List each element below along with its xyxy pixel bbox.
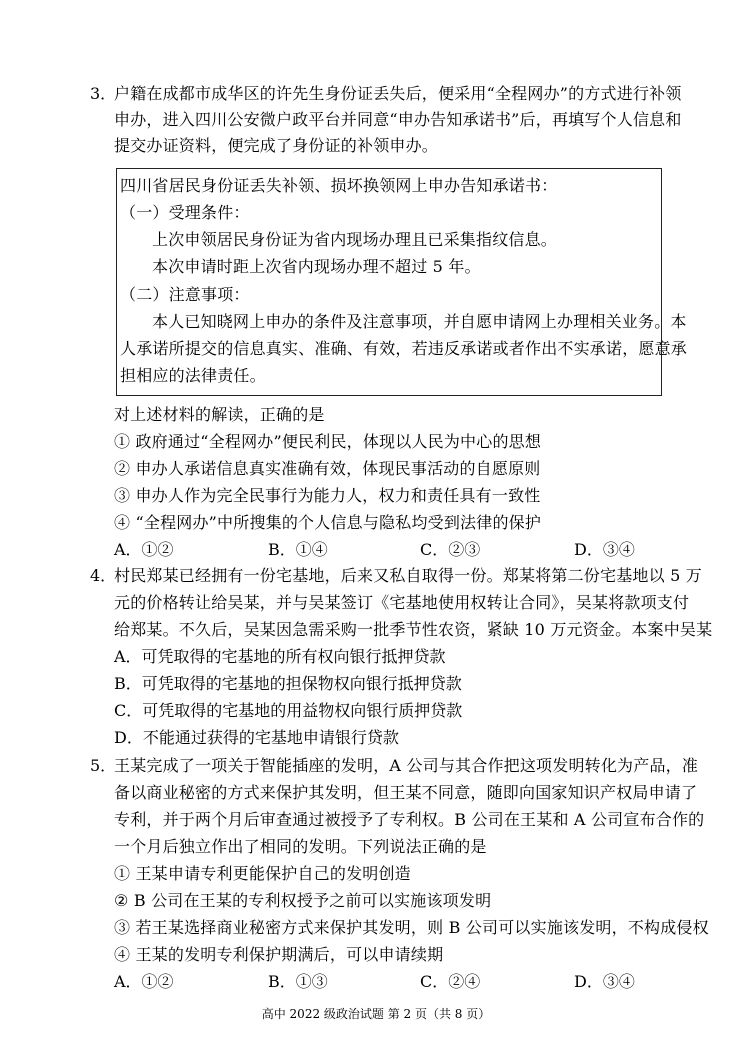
question-5-stem-line-4: 一个月后独立作出了相同的发明。下列说法正确的是 [114, 837, 487, 856]
question-5-option-c[interactable]: C．②④ [420, 972, 481, 991]
promise-letter-note-line-3: 担相应的法律责任。 [120, 366, 266, 385]
promise-letter-title: 四川省居民身份证丢失补领、损坏换领网上申办告知承诺书： [120, 176, 558, 195]
question-5-stem-line-2: 备以商业秘密的方式来保护其发明，但王某不同意，随即向国家知识产权局申请了 [114, 783, 698, 802]
question-5-item-4: ④ 王某的发明专利保护期满后，可以申请续期 [114, 945, 444, 964]
question-3-item-2: ② 申办人承诺信息真实准确有效，体现民事活动的自愿原则 [114, 459, 541, 478]
question-3-item-3: ③ 申办人作为完全民事行为能力人，权力和责任具有一致性 [114, 486, 541, 505]
promise-letter-note-line-1: 本人已知晓网上申办的条件及注意事项，并自愿申请网上办理相关业务。本 [152, 312, 687, 331]
question-4-stem-line-2: 元的价格转让给吴某，并与吴某签订《宅基地使用权转让合同》，吴某将款项支付 [114, 593, 690, 612]
question-3-stem-line-3: 提交办证资料，便完成了身份证的补领申办。 [114, 136, 439, 155]
question-3-option-a[interactable]: A．①② [114, 540, 174, 559]
promise-letter-condition-2: 本次申请时距上次省内现场办理不超过 5 年。 [152, 257, 481, 276]
question-3-item-1: ① 政府通过“全程网办”便民利民，体现以人民为中心的思想 [114, 432, 542, 451]
question-4-stem-line-1: 村民郑某已经拥有一份宅基地，后来又私自取得一份。郑某将第二份宅基地以 5 万 [114, 566, 702, 585]
question-5-stem-line-3: 专利，并于两个月后审查通过被授予了专利权。B 公司在王某和 A 公司宣布合作的 [114, 810, 705, 829]
question-5-option-d[interactable]: D．③④ [574, 972, 635, 991]
question-3-item-4: ④ “全程网办”中所搜集的个人信息与隐私均受到法律的保护 [114, 513, 542, 532]
question-4-stem-line-3: 给郑某。不久后，吴某因急需采购一批季节性农资，紧缺 10 万元资金。本案中吴某 [114, 620, 713, 639]
question-4-choice-a[interactable]: A．可凭取得的宅基地的所有权向银行抵押贷款 [114, 647, 446, 666]
promise-letter-note-line-2: 人承诺所提交的信息真实、准确、有效，若违反承诺或者作出不实承诺，愿意承 [120, 339, 688, 358]
question-3-option-b[interactable]: B．①④ [268, 540, 328, 559]
question-4-choice-d[interactable]: D．不能通过获得的宅基地申请银行贷款 [114, 728, 399, 747]
question-4-number: 4． [90, 566, 117, 585]
question-5-item-2: ② B 公司在王某的专利权授予之前可以实施该项发明 [114, 891, 492, 910]
question-3-prompt: 对上述材料的解读，正确的是 [114, 405, 325, 424]
question-4-choice-b[interactable]: B．可凭取得的宅基地的担保物权向银行抵押贷款 [114, 674, 462, 693]
question-3-option-c[interactable]: C．②③ [420, 540, 481, 559]
promise-letter-condition-1: 上次申领居民身份证为省内现场办理且已采集指纹信息。 [152, 230, 558, 249]
promise-letter-section-1: （一）受理条件： [120, 203, 250, 222]
question-5-stem-line-1: 王某完成了一项关于智能插座的发明，A 公司与其合作把这项发明转化为产品，准 [114, 756, 699, 775]
question-5-number: 5． [90, 756, 117, 775]
question-5-option-a[interactable]: A．①② [114, 972, 174, 991]
question-5-option-b[interactable]: B．①③ [268, 972, 328, 991]
question-4-choice-c[interactable]: C．可凭取得的宅基地的用益物权向银行质押贷款 [114, 701, 463, 720]
page-footer: 高中 2022 级政治试题 第 2 页（共 8 页） [261, 1007, 491, 1021]
promise-letter-section-2: （二）注意事项： [120, 285, 250, 304]
question-3-number: 3． [90, 84, 117, 103]
question-3-stem-line-2: 申办，进入四川公安微户政平台并同意“申办告知承诺书”后，再填写个人信息和 [114, 110, 682, 129]
question-5-item-1: ① 王某申请专利更能保护自己的发明创造 [114, 864, 411, 883]
question-5-item-3: ③ 若王某选择商业秘密方式来保护其发明，则 B 公司可以实施该发明，不构成侵权 [114, 918, 709, 937]
question-3-stem-line-1: 户籍在成都市成华区的许先生身份证丢失后，便采用“全程网办”的方式进行补领 [114, 84, 682, 103]
question-3-option-d[interactable]: D．③④ [574, 540, 635, 559]
